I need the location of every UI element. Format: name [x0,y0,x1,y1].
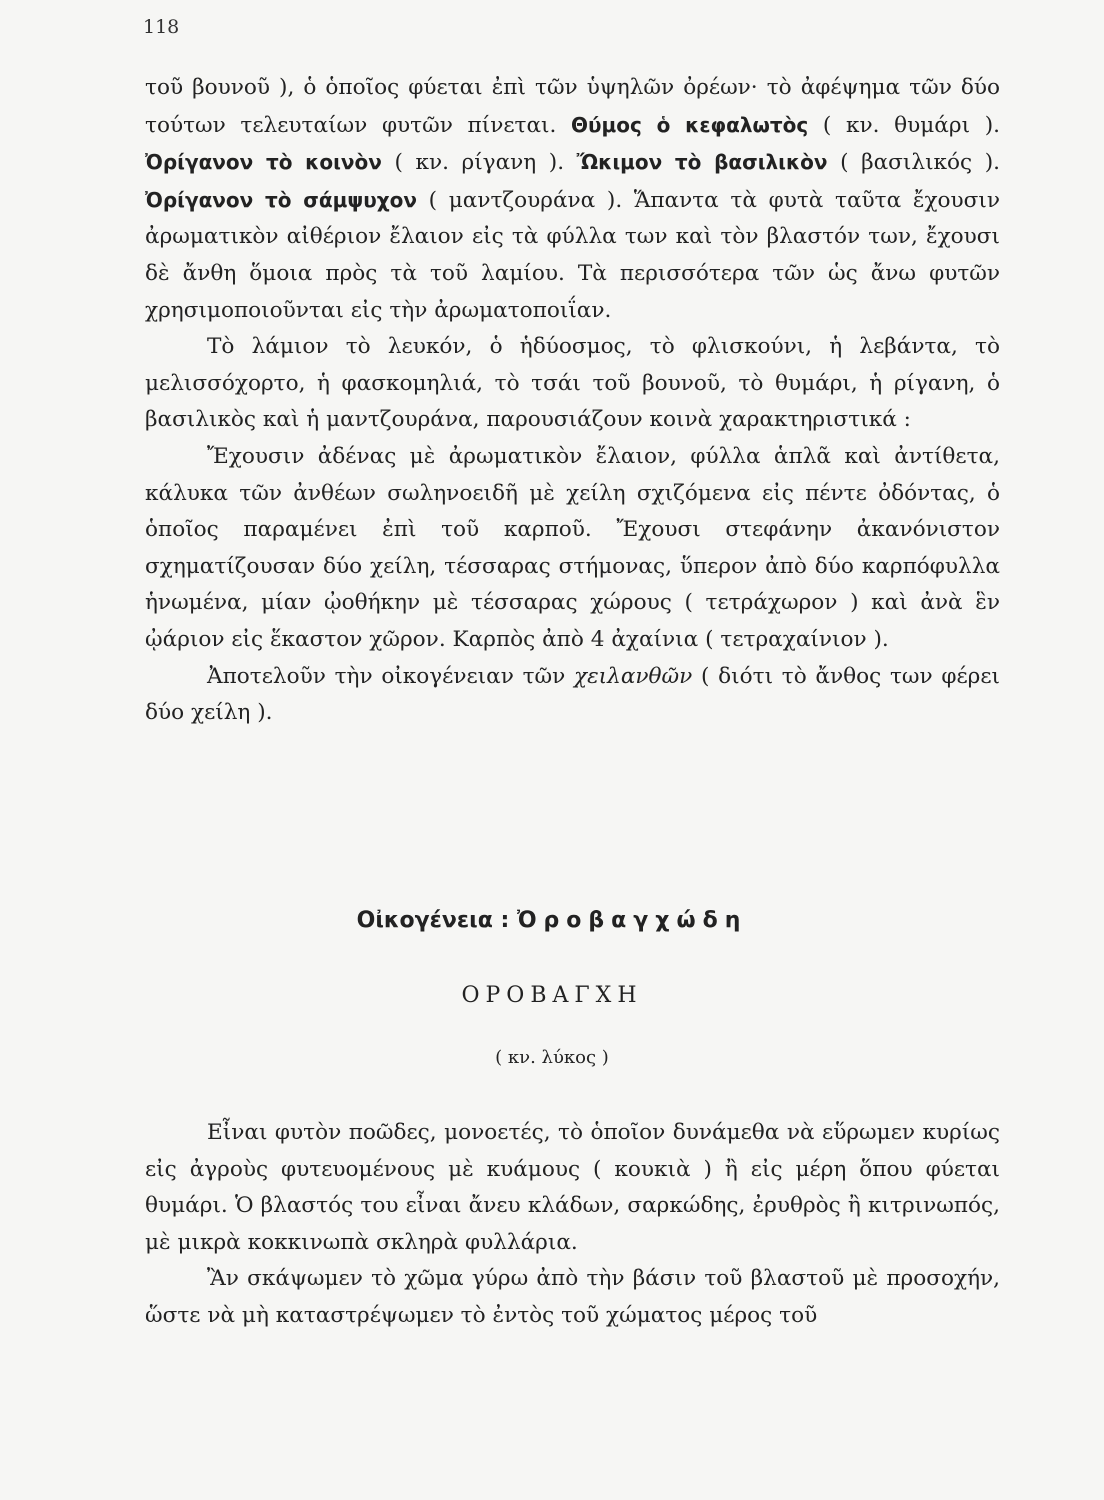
species-name: Ὀρίγανον τὸ κοινὸν [145,150,382,175]
plant-title: ΟΡΟΒΑΓΧΗ [461,983,643,1008]
plant-common-name: ( κν. λύκος ) [495,1047,609,1068]
text-run: τοῦ βουνοῦ ), ὁ ὁποῖος φύεται ἐπὶ τῶν ὑψηλῶν ὀρέων· τὸ ἀφέψημα τῶν δύο τούτων τελευταίων φυτῶν πίνεται. [145,75,1000,138]
paragraph: Ἔχουσιν ἀδένας μὲ ἀρωματικὸν ἔλαιον, φύλλα ἁπλᾶ καὶ ἀντίθετα, κάλυκα τῶν ἀνθέων σωληνοειδῆ μὲ χείλη σχιζόμενα εἰς πέντε ὀδόντας, ὁ ὁποῖος παραμένει ἐπὶ τοῦ καρποῦ. Ἔχουσι στεφάνην ἀκανόνιστον σχηματίζουσαν δύο χείλη, τέσσαρας στήμονας, ὕπερον ἀπὸ δύο καρπόφυλλα ἡνωμένα, μίαν ᾠοθήκην μὲ τέσσαρας χώρους ( τετράχωρον ) καὶ ἀνὰ ἓν ᾠάριον εἰς ἕκαστον χῶρον. Καρπὸς ἀπὸ 4 ἀχαίνια ( τετραχαίνιον ). [145,443,1000,652]
text-run: ( κν. θυμάρι ). [808,112,1000,138]
paragraph: Εἶναι φυτὸν ποῶδες, μονοετές, τὸ ὁποῖον δυνάμεθα νὰ εὕρωμεν κυρίως εἰς ἀγροὺς φυτευομένους μὲ κυάμους ( κουκιὰ ) ἢ εἰς μέρη ὅπου φύεται θυμάρι. Ὁ βλαστός του εἶναι ἄνευ κλάδων, σαρκώδης, ἐρυθρὸς ἢ κιτρινωπός, μὲ μικρὰ κοκκινωπὰ σκληρὰ φυλλάρια. [145,1120,1000,1255]
text-block-top [145,70,1000,732]
text-run: ( διότι τὸ ἄνθος των φέρει δύο χείλη ). [145,663,1001,726]
text-run: ( μαντζουράνα ). Ἅπαντα τὰ φυτὰ ταῦτα ἔχουσιν ἀρωματικὸν αἰθέριον ἔλαιον εἰς τὰ φύλλα των καὶ τὸν βλαστόν των, ἔχουσι δὲ ἄνθη ὅμοια πρὸς τὰ τοῦ λαμίου. Τὰ περισσότερα τῶν ὡς ἄνω φυτῶν χρησιμοποιοῦνται εἰς τὴν ἀρωματοποιΐαν. [145,187,1000,323]
paragraph [145,70,1000,329]
text-block-bottom [145,1115,1000,1335]
paragraph [145,659,1000,732]
family-name: Ὀροβαγχώδη [516,908,748,933]
paragraph: Ἂν σκάψωμεν τὸ χῶμα γύρω ἀπὸ τὴν βάσιν τοῦ βλαστοῦ μὲ προσοχήν, ὥστε νὰ μὴ καταστρέψωμεν τὸ ἐντὸς τοῦ χώματος μέρος τοῦ [145,1266,1000,1328]
text-run: ( βασιλικός ). [827,150,1000,176]
species-name: Ὀρίγανον τὸ σάμψυχον [145,187,417,212]
text-run: Ἀποτελοῦν τὴν οἰκογένειαν τῶν [207,663,574,689]
family-heading [0,908,1104,933]
species-name: Ὤκιμον τὸ βασιλικὸν [576,150,828,175]
family-term: χειλανθῶν [574,663,693,689]
paragraph: Τὸ λάμιον τὸ λευκόν, ὁ ἡδύοσμος, τὸ φλισκούνι, ἡ λεβάντα, τὸ μελισσόχορτο, ἡ φασκομηλιά, τὸ τσάι τοῦ βουνοῦ, τὸ θυμάρι, ἡ ρίγανη, ὁ βασιλικὸς καὶ ἡ μαντζουράνα, παρουσιάζουν κοινὰ χαρακτηριστικά : [145,334,1000,433]
species-name: Θύμος ὁ κεφαλωτὸς [571,112,809,137]
family-label: Οἰκογένεια : [356,908,517,933]
text-run: ( κν. ρίγανη ). [381,150,577,176]
page-number: 118 [143,16,180,38]
